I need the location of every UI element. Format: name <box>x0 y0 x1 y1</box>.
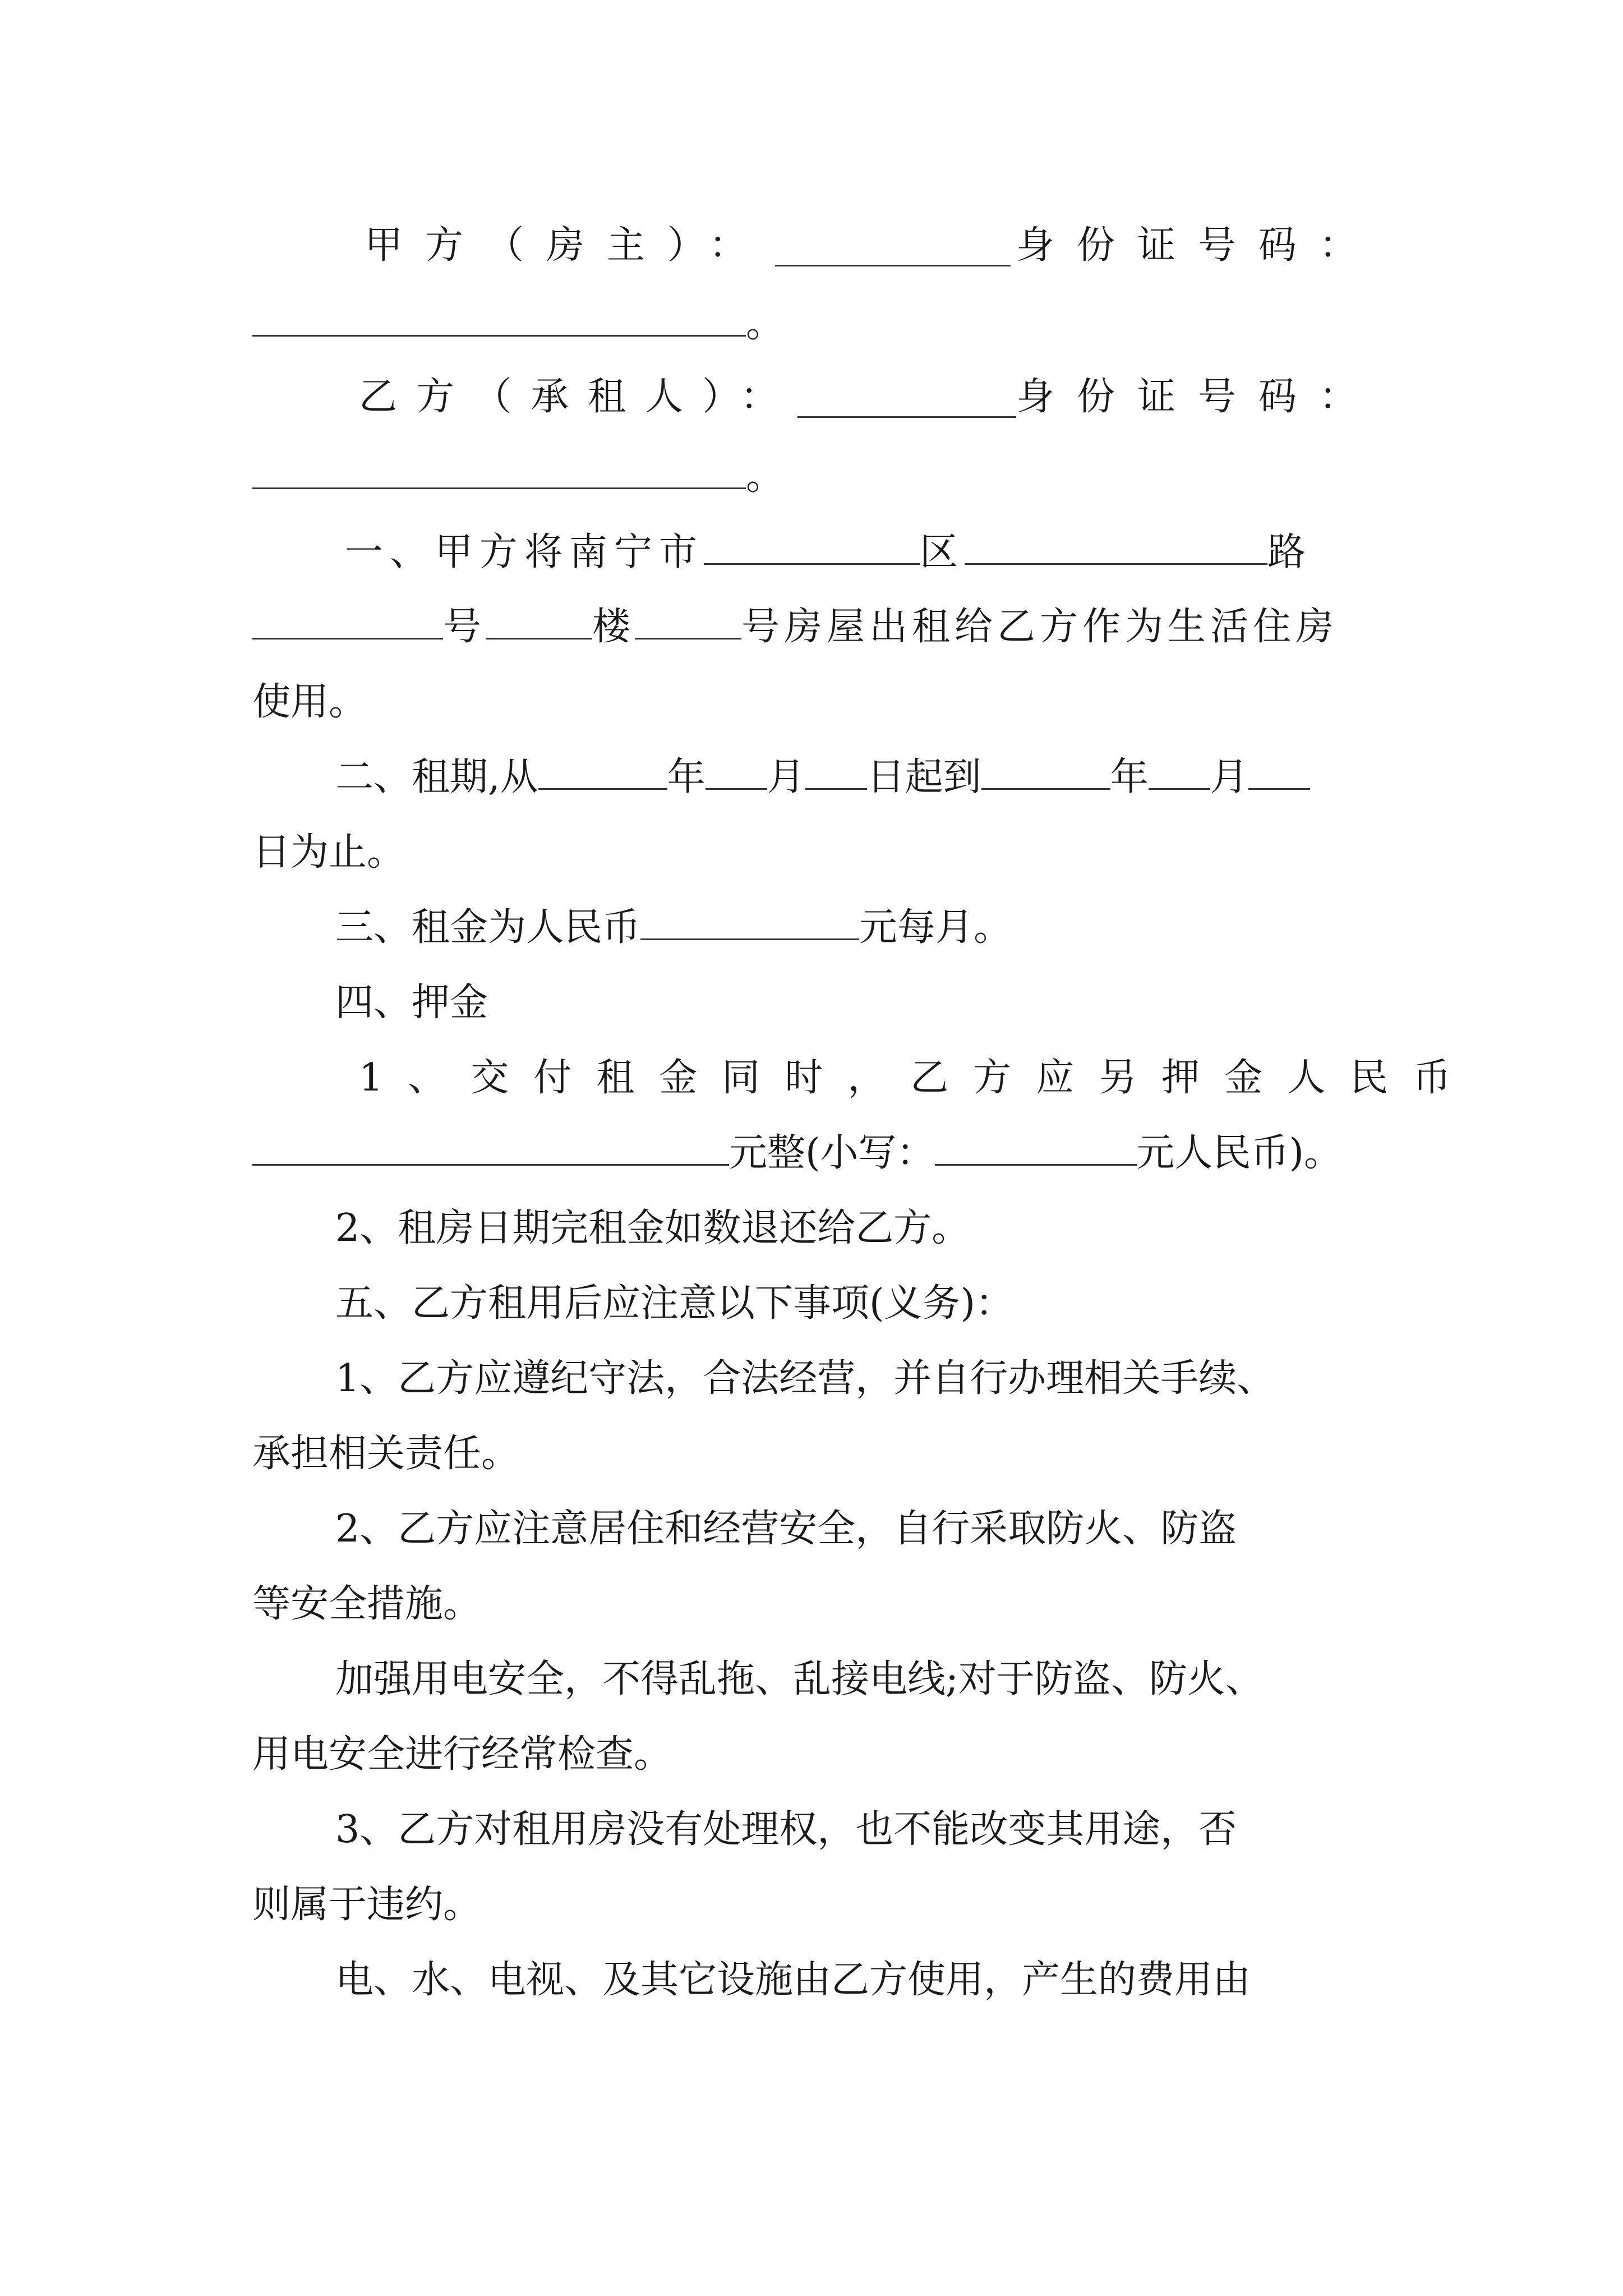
clause-4-title-text: 四、押金 <box>335 981 488 1025</box>
clause-5-last-line <box>335 1947 1380 2014</box>
clause-1-text-6: 号房屋出租给乙方作为生活住房 <box>741 605 1339 649</box>
clause-4-title <box>335 969 1463 1037</box>
clause-1-text-4: 号 <box>443 605 486 649</box>
clause-4-item-1-line-1 <box>359 1045 1476 1112</box>
clause-4-item-1-text: 1、交付租金同时，乙方应另押金人民币 <box>359 1056 1476 1100</box>
clause-5-item-2-line-2 <box>252 1571 1380 1638</box>
clause-5-item-2-text-1: 2、乙方应注意居住和经营安全，自行采取防火、防盗 <box>335 1507 1237 1551</box>
clause-2-month-2: 月 <box>1210 755 1248 799</box>
clause-1-text-1: 一、甲方将南宁市 <box>345 530 704 574</box>
deposit-figures-blank[interactable] <box>935 1125 1137 1166</box>
clause-5-item-3-line-1 <box>335 1796 1380 1864</box>
end-month-blank[interactable] <box>1149 749 1210 790</box>
party-a-name-blank[interactable] <box>775 226 1011 266</box>
party-b-id-label: 身份证号码： <box>1016 375 1380 419</box>
clause-4-item-2-text: 2、租房日期完租金如数退还给乙方。 <box>335 1206 970 1250</box>
clause-4-item-1-text-2: 元整(小写： <box>729 1131 935 1175</box>
clause-5-item-3-line-2 <box>252 1871 1380 1939</box>
clause-2-line-1 <box>335 744 1380 811</box>
party-b-id-blank[interactable] <box>252 448 746 489</box>
clause-2-text-3: 日为止。 <box>252 830 405 875</box>
start-month-blank[interactable] <box>706 749 767 790</box>
clause-1-line-3 <box>252 669 1380 736</box>
party-b-id-line <box>252 443 1380 510</box>
clause-2-year: 年 <box>667 755 706 799</box>
clause-5-extra-line-1 <box>335 1646 1407 1713</box>
end-day-blank[interactable] <box>1248 749 1310 790</box>
clause-1-line-1 <box>345 519 1472 586</box>
start-day-blank[interactable] <box>805 749 867 790</box>
clause-2-month: 月 <box>767 755 805 799</box>
clause-5-item-3-text-2: 则属于违约。 <box>252 1883 482 1927</box>
party-a-id-label: 身份证号码： <box>1016 223 1380 268</box>
clause-3-text-1: 三、租金为人民币 <box>335 905 641 950</box>
clause-5-item-1-text-2: 承担相关责任。 <box>252 1432 520 1476</box>
clause-2-text-1: 二、租期,从 <box>335 755 538 799</box>
deposit-words-blank[interactable] <box>252 1125 729 1166</box>
party-b-line <box>359 364 1380 431</box>
clause-2-line-2 <box>252 819 1380 886</box>
clause-5-item-1-line-2 <box>252 1420 1380 1488</box>
party-a-id-line <box>252 291 1380 358</box>
start-year-blank[interactable] <box>538 749 667 790</box>
room-blank[interactable] <box>635 599 741 639</box>
clause-4-item-1-line-2 <box>252 1120 1380 1187</box>
clause-5-title <box>335 1270 1463 1337</box>
clause-5-title-text: 五、乙方租用后应注意以下事项(义务)： <box>335 1281 1014 1326</box>
party-a-id-blank[interactable] <box>252 296 746 337</box>
clause-5-item-1-text-1: 1、乙方应遵纪守法，合法经营，并自行办理相关手续、 <box>335 1356 1275 1401</box>
road-blank[interactable] <box>965 524 1267 565</box>
clause-5-extra-text-1: 加强用电安全，不得乱拖、乱接电线;对于防盗、防火、 <box>335 1657 1264 1701</box>
clause-5-extra-line-2 <box>252 1721 1380 1788</box>
clause-4-item-2 <box>335 1195 1463 1262</box>
party-a-line <box>365 212 1380 279</box>
party-b-name-blank[interactable] <box>797 377 1016 418</box>
clause-1-text-5: 楼 <box>592 605 635 649</box>
clause-5-extra-text-2: 用电安全进行经常检查。 <box>252 1732 672 1777</box>
clause-3-line <box>335 894 1463 961</box>
clause-1-text-2: 区 <box>920 530 965 574</box>
building-blank[interactable] <box>486 599 592 639</box>
clause-4-item-1-text-3: 元人民币)。 <box>1136 1131 1343 1175</box>
clause-3-text-2: 元每月。 <box>859 905 1012 950</box>
clause-2-text-2: 日起到 <box>866 755 981 799</box>
number-blank[interactable] <box>252 599 443 639</box>
clause-5-item-2-line-1 <box>335 1496 1380 1563</box>
party-b-end: 。 <box>746 454 785 499</box>
party-a-end: 。 <box>746 302 785 346</box>
clause-5-item-1-line-1 <box>335 1345 1407 1412</box>
end-year-blank[interactable] <box>981 749 1110 790</box>
clause-2-year-2: 年 <box>1110 755 1149 799</box>
clause-5-last-text: 电、水、电视、及其它设施由乙方使用，产生的费用由 <box>335 1958 1251 2002</box>
clause-1-text-7: 使用。 <box>252 680 367 724</box>
clause-5-item-2-text-2: 等安全措施。 <box>252 1582 482 1626</box>
clause-1-line-2 <box>252 593 1380 661</box>
clause-1-text-3: 路 <box>1267 530 1313 574</box>
party-a-label: 甲方（房主）： <box>365 223 770 268</box>
clause-5-item-3-text-1: 3、乙方对租用房没有处理权，也不能改变其用途，否 <box>335 1807 1237 1852</box>
rent-blank[interactable] <box>640 899 859 940</box>
party-b-label: 乙方（承租人）： <box>359 375 798 419</box>
district-blank[interactable] <box>704 524 920 565</box>
